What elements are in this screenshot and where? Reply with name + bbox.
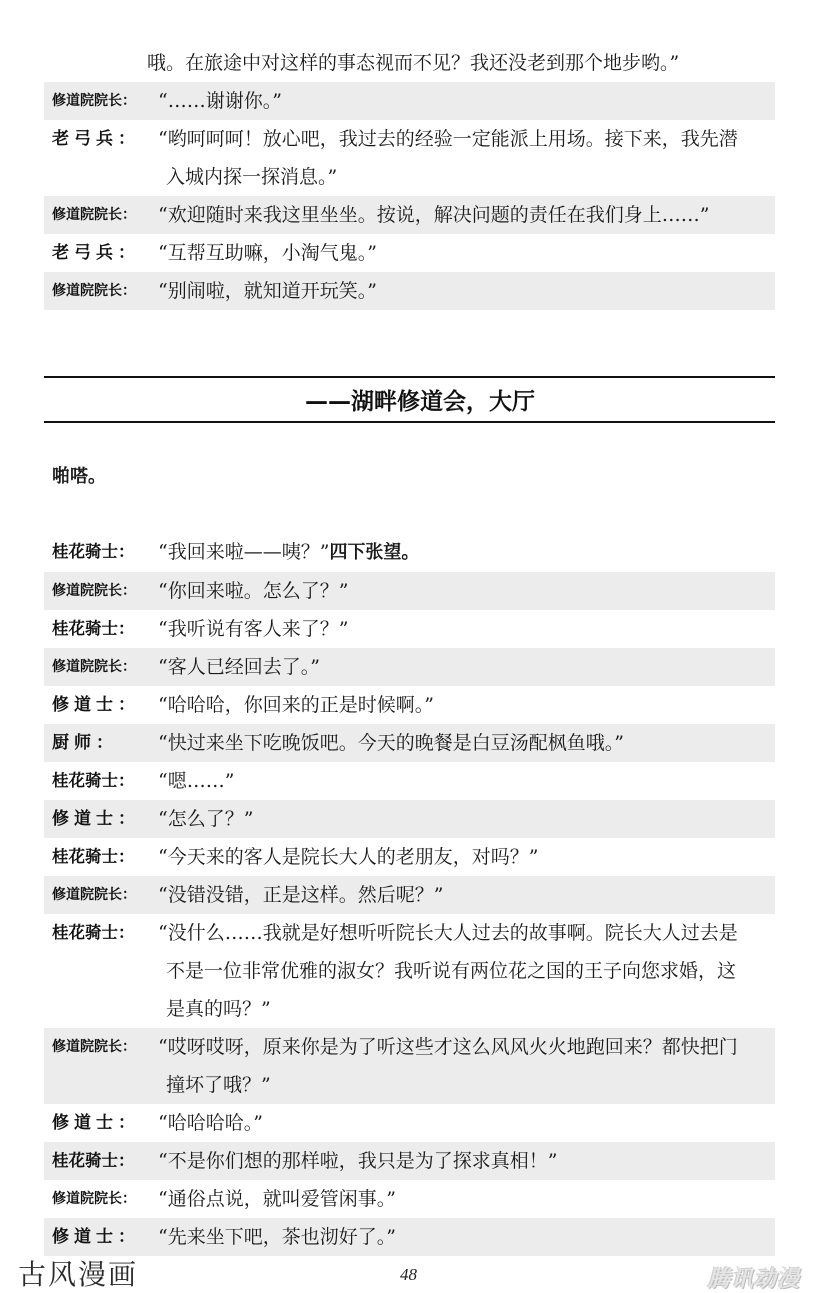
dialogue-text — [148, 1180, 775, 1218]
dialogue-line: “嗯……” — [158, 770, 235, 792]
speaker-label: 老弓兵 — [52, 243, 118, 263]
speaker-name — [44, 272, 148, 310]
dialogue-text — [148, 838, 775, 876]
stage-direction: 四下张望。 — [329, 542, 420, 563]
speaker-name — [44, 838, 148, 876]
speaker-label: 桂花骑士 — [52, 542, 118, 561]
dialogue-line: “怎么了？” — [158, 808, 254, 830]
dialogue-row — [44, 1104, 775, 1142]
speaker-colon: ： — [122, 93, 136, 109]
dialogue-line: “不是你们想的那样啦，我只是为了探求真相！” — [158, 1150, 558, 1172]
speaker-label: 修道院院长 — [52, 659, 122, 675]
speaker-label: 修道院院长 — [52, 1039, 122, 1055]
dialogue-text — [148, 1218, 775, 1256]
dialogue-text — [148, 120, 775, 196]
dialogue-line: “先来坐下吧，茶也沏好了。” — [158, 1226, 396, 1248]
dialogue-line: 入城内探一探消息。” — [166, 166, 338, 188]
dialogue-row — [44, 234, 775, 272]
dialogue-text — [148, 876, 775, 914]
speaker-label: 厨师 — [52, 733, 96, 753]
speaker-label: 修道院院长 — [52, 207, 122, 223]
speaker-colon: ： — [118, 243, 140, 263]
dialogue-row — [44, 610, 775, 648]
speaker-colon: ： — [118, 809, 140, 829]
dialogue-line: “欢迎随时来我这里坐坐。按说，解决问题的责任在我们身上……” — [158, 204, 710, 226]
speaker-label: 修道士 — [52, 809, 118, 829]
dialogue-line: “……谢谢你。” — [158, 90, 282, 112]
speaker-label: 桂花骑士 — [52, 771, 118, 790]
dialogue-block-2 — [44, 533, 775, 1256]
speaker-name — [44, 1028, 148, 1066]
speaker-name — [44, 82, 148, 120]
dialogue-line: “哟呵呵呵！放心吧，我过去的经验一定能派上用场。接下来，我先潜 — [158, 128, 738, 150]
dialogue-text — [148, 648, 775, 686]
dialogue-line: “我回来啦——咦？” — [158, 541, 330, 563]
speaker-label: 修道院院长 — [52, 583, 122, 599]
speaker-colon: ： — [122, 1191, 136, 1207]
dialogue-line: “别闹啦，就知道开玩笑。” — [158, 280, 377, 302]
dialogue-row — [44, 724, 775, 762]
dialogue-text — [148, 1142, 775, 1180]
speaker-label: 修道士 — [52, 695, 118, 715]
speaker-name — [44, 120, 148, 158]
dialogue-text — [148, 533, 775, 572]
speaker-colon: ： — [118, 695, 140, 715]
dialogue-line: “哈哈哈哈。” — [158, 1112, 263, 1134]
speaker-colon: ： — [122, 583, 136, 599]
dialogue-block-1 — [44, 44, 775, 310]
speaker-name — [44, 234, 148, 272]
dialogue-row — [44, 572, 775, 610]
speaker-name — [44, 724, 148, 762]
speaker-colon: ： — [118, 619, 135, 638]
dialogue-text — [148, 272, 775, 310]
dialogue-row — [44, 1218, 775, 1256]
speaker-label: 修道士 — [52, 1227, 118, 1247]
speaker-colon: ： — [122, 659, 136, 675]
dialogue-text — [148, 572, 775, 610]
continuation-line: 哦。在旅途中对这样的事态视而不见？我还没老到那个地步哟。” — [147, 52, 680, 74]
dialogue-row — [44, 686, 775, 724]
speaker-colon: ： — [118, 923, 135, 942]
dialogue-line: “你回来啦。怎么了？” — [158, 580, 349, 602]
speaker-colon: ： — [118, 129, 140, 149]
speaker-label: 修道院院长 — [52, 1191, 122, 1207]
dialogue-row — [44, 533, 775, 572]
speaker-label: 桂花骑士 — [52, 923, 118, 942]
speaker-label: 修道士 — [52, 1113, 118, 1133]
dialogue-row — [44, 800, 775, 838]
speaker-colon: ： — [118, 1151, 135, 1170]
scene-title: ——湖畔修道会，大厅 — [305, 389, 535, 415]
speaker-colon: ： — [118, 847, 135, 866]
dialogue-text — [148, 82, 775, 120]
dialogue-line: “没错没错，正是这样。然后呢？” — [158, 884, 444, 906]
dialogue-line: 是真的吗？” — [166, 998, 271, 1020]
dialogue-text — [148, 610, 775, 648]
dialogue-line: “快过来坐下吃晚饭吧。今天的晚餐是白豆汤配枫鱼哦。” — [158, 732, 624, 754]
dialogue-line: “哎呀哎呀，原来你是为了听这些才这么风风火火地跑回来？都快把门 — [158, 1036, 738, 1058]
speaker-colon: ： — [122, 1039, 136, 1055]
dialogue-text — [148, 196, 775, 234]
speaker-name — [44, 572, 148, 610]
speaker-colon: ： — [122, 283, 136, 299]
speaker-label: 修道院院长 — [52, 887, 122, 903]
speaker-colon: ： — [118, 1113, 140, 1133]
dialogue-row — [44, 838, 775, 876]
speaker-label: 修道院院长 — [52, 283, 122, 299]
speaker-colon: ： — [122, 887, 136, 903]
page-number: 48 — [400, 1265, 417, 1284]
speaker-name — [44, 196, 148, 234]
dialogue-line: 撞坏了哦？” — [166, 1074, 271, 1096]
dialogue-line: “我听说有客人来了？” — [158, 618, 349, 640]
dialogue-text — [148, 914, 775, 1028]
watermark-right: 腾讯动漫 — [707, 1267, 800, 1292]
speaker-colon: ： — [118, 1227, 140, 1247]
speaker-label: 修道院院长 — [52, 93, 122, 109]
dialogue-row — [44, 1028, 775, 1104]
dialogue-line: “今天来的客人是院长大人的老朋友，对吗？” — [158, 846, 539, 868]
dialogue-line: 不是一位非常优雅的淑女？我听说有两位花之国的王子向您求婚，这 — [166, 960, 737, 982]
speaker-name — [44, 1104, 148, 1142]
dialogue-line: “哈哈哈，你回来的正是时候啊。” — [158, 694, 434, 716]
speaker-label: 老弓兵 — [52, 129, 118, 149]
speaker-name — [44, 1218, 148, 1256]
speaker-name — [44, 610, 148, 648]
dialogue-text — [148, 234, 775, 272]
speaker-name — [44, 876, 148, 914]
dialogue-text — [148, 800, 775, 838]
dialogue-text — [148, 762, 775, 800]
scene-rule-top — [44, 376, 775, 378]
speaker-name — [44, 533, 148, 571]
dialogue-line: “没什么……我就是好想听听院长大人过去的故事啊。院长大人过去是 — [158, 922, 738, 944]
speaker-name — [44, 648, 148, 686]
dialogue-row — [44, 196, 775, 234]
speaker-label: 桂花骑士 — [52, 847, 118, 866]
dialogue-text — [148, 1028, 775, 1104]
sound-effect: 啪嗒。 — [52, 466, 106, 487]
speaker-name — [44, 686, 148, 724]
speaker-name — [44, 1142, 148, 1180]
speaker-colon: ： — [118, 542, 135, 561]
dialogue-text — [148, 724, 775, 762]
speaker-colon: ： — [122, 207, 136, 223]
dialogue-text — [148, 686, 775, 724]
speaker-name — [44, 1180, 148, 1218]
dialogue-row — [44, 1180, 775, 1218]
dialogue-row — [44, 762, 775, 800]
speaker-colon: ： — [118, 771, 135, 790]
dialogue-row — [44, 120, 775, 196]
scene-rule-bottom — [44, 421, 775, 423]
dialogue-row — [44, 914, 775, 1028]
dialogue-row — [44, 648, 775, 686]
speaker-colon: ： — [96, 733, 118, 753]
dialogue-row — [44, 82, 775, 120]
speaker-label: 桂花骑士 — [52, 619, 118, 638]
speaker-name — [44, 762, 148, 800]
dialogue-line: “互帮互助嘛，小淘气鬼。” — [158, 242, 377, 264]
dialogue-row — [44, 1142, 775, 1180]
dialogue-line: “通俗点说，就叫爱管闲事。” — [158, 1188, 396, 1210]
dialogue-row — [44, 272, 775, 310]
dialogue-row — [44, 876, 775, 914]
speaker-name — [44, 914, 148, 952]
speaker-label: 桂花骑士 — [52, 1151, 118, 1170]
dialogue-line: “客人已经回去了。” — [158, 656, 320, 678]
speaker-name — [44, 800, 148, 838]
watermark-left: 古风漫画 — [18, 1258, 139, 1291]
dialogue-text — [148, 1104, 775, 1142]
